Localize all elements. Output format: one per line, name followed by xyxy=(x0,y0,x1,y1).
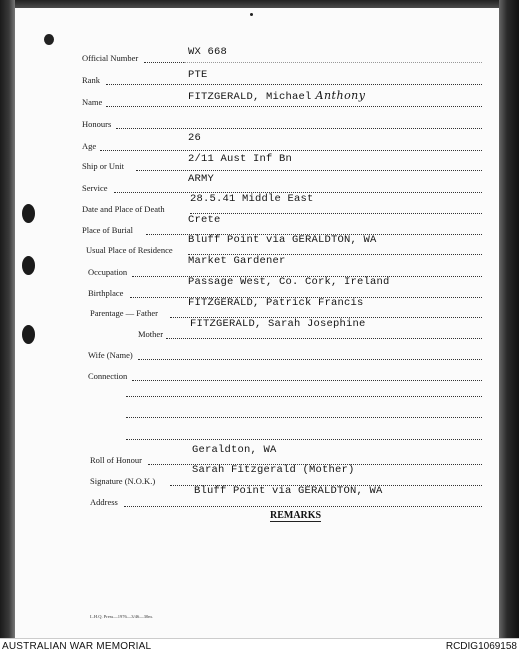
age-label: Age xyxy=(82,141,97,151)
dotted-line xyxy=(106,106,482,107)
name-label: Name xyxy=(82,97,103,107)
dotted-line xyxy=(126,396,482,397)
dotted-line xyxy=(124,506,482,507)
signature-label: Signature (N.O.K.) xyxy=(90,476,156,486)
burial-value: Crete xyxy=(188,214,221,226)
death-label: Date and Place of Death xyxy=(82,204,165,214)
name-typed: FITZGERALD, Michael xyxy=(188,91,312,103)
roll-of-honour-value: Geraldton, WA xyxy=(192,444,277,456)
connection-label: Connection xyxy=(88,371,128,381)
residence-label: Usual Place of Residence xyxy=(86,245,173,255)
wife-label: Wife (Name) xyxy=(88,350,133,360)
service-value: ARMY xyxy=(188,173,215,185)
age-value: 26 xyxy=(188,132,202,144)
address-value: Bluff Point via GERALDTON, WA xyxy=(194,485,383,497)
rank-label: Rank xyxy=(82,75,100,85)
name-value xyxy=(188,89,366,103)
dotted-line xyxy=(136,170,482,171)
footer-record-id: RCDIG1069158 xyxy=(445,641,517,652)
death-value: 28.5.41 Middle East xyxy=(190,193,314,205)
birthplace-value: Passage West, Co. Cork, Ireland xyxy=(188,276,390,288)
dotted-line xyxy=(138,359,482,360)
printer-imprint: L.H.Q. Press—1976—3/46—30m. xyxy=(90,614,153,619)
occupation-value: Market Gardener xyxy=(188,255,286,267)
dotted-line xyxy=(132,380,482,381)
dotted-line xyxy=(116,128,482,129)
residence-value: Bluff Point via GERALDTON, WA xyxy=(188,234,377,246)
scan-edge-left xyxy=(0,0,15,638)
burial-label: Place of Burial xyxy=(82,225,133,235)
roll-of-honour-label: Roll of Honour xyxy=(90,455,142,465)
birthplace-label: Birthplace xyxy=(88,288,124,298)
mother-label: Mother xyxy=(138,329,164,339)
ship-unit-label: Ship or Unit xyxy=(82,161,125,171)
dotted-line xyxy=(144,62,184,63)
dotted-line xyxy=(126,417,482,418)
signature-value: Sarah Fitzgerald (Mother) xyxy=(192,464,355,476)
official-number-label: Official Number xyxy=(82,53,139,63)
scan-edge-right xyxy=(499,0,519,638)
punch-hole-icon xyxy=(22,204,35,223)
dotted-line xyxy=(190,213,482,214)
address-label: Address xyxy=(90,497,118,507)
archive-footer xyxy=(0,638,519,655)
occupation-label: Occupation xyxy=(88,267,128,277)
dotted-line xyxy=(100,150,482,151)
dotted-line xyxy=(166,338,482,339)
mother-value: FITZGERALD, Sarah Josephine xyxy=(190,318,366,330)
punch-hole-icon xyxy=(22,325,35,344)
father-label: Parentage — Father xyxy=(90,308,158,318)
name-handwritten: Anthony xyxy=(315,89,366,102)
dotted-line xyxy=(184,62,482,63)
dotted-line xyxy=(126,439,482,440)
footer-institution: AUSTRALIAN WAR MEMORIAL xyxy=(2,641,152,652)
honours-label: Honours xyxy=(82,119,112,129)
ink-spot-icon xyxy=(250,13,253,16)
rank-value: PTE xyxy=(188,69,208,81)
ink-spot-icon xyxy=(44,34,54,45)
punch-hole-icon xyxy=(22,256,35,275)
father-value: FITZGERALD, Patrick Francis xyxy=(188,297,364,309)
service-label: Service xyxy=(82,183,108,193)
remarks-heading: REMARKS xyxy=(270,510,322,521)
ship-unit-value: 2/11 Aust Inf Bn xyxy=(188,153,293,165)
official-number-value: WX 668 xyxy=(188,46,228,58)
dotted-line xyxy=(106,84,482,85)
